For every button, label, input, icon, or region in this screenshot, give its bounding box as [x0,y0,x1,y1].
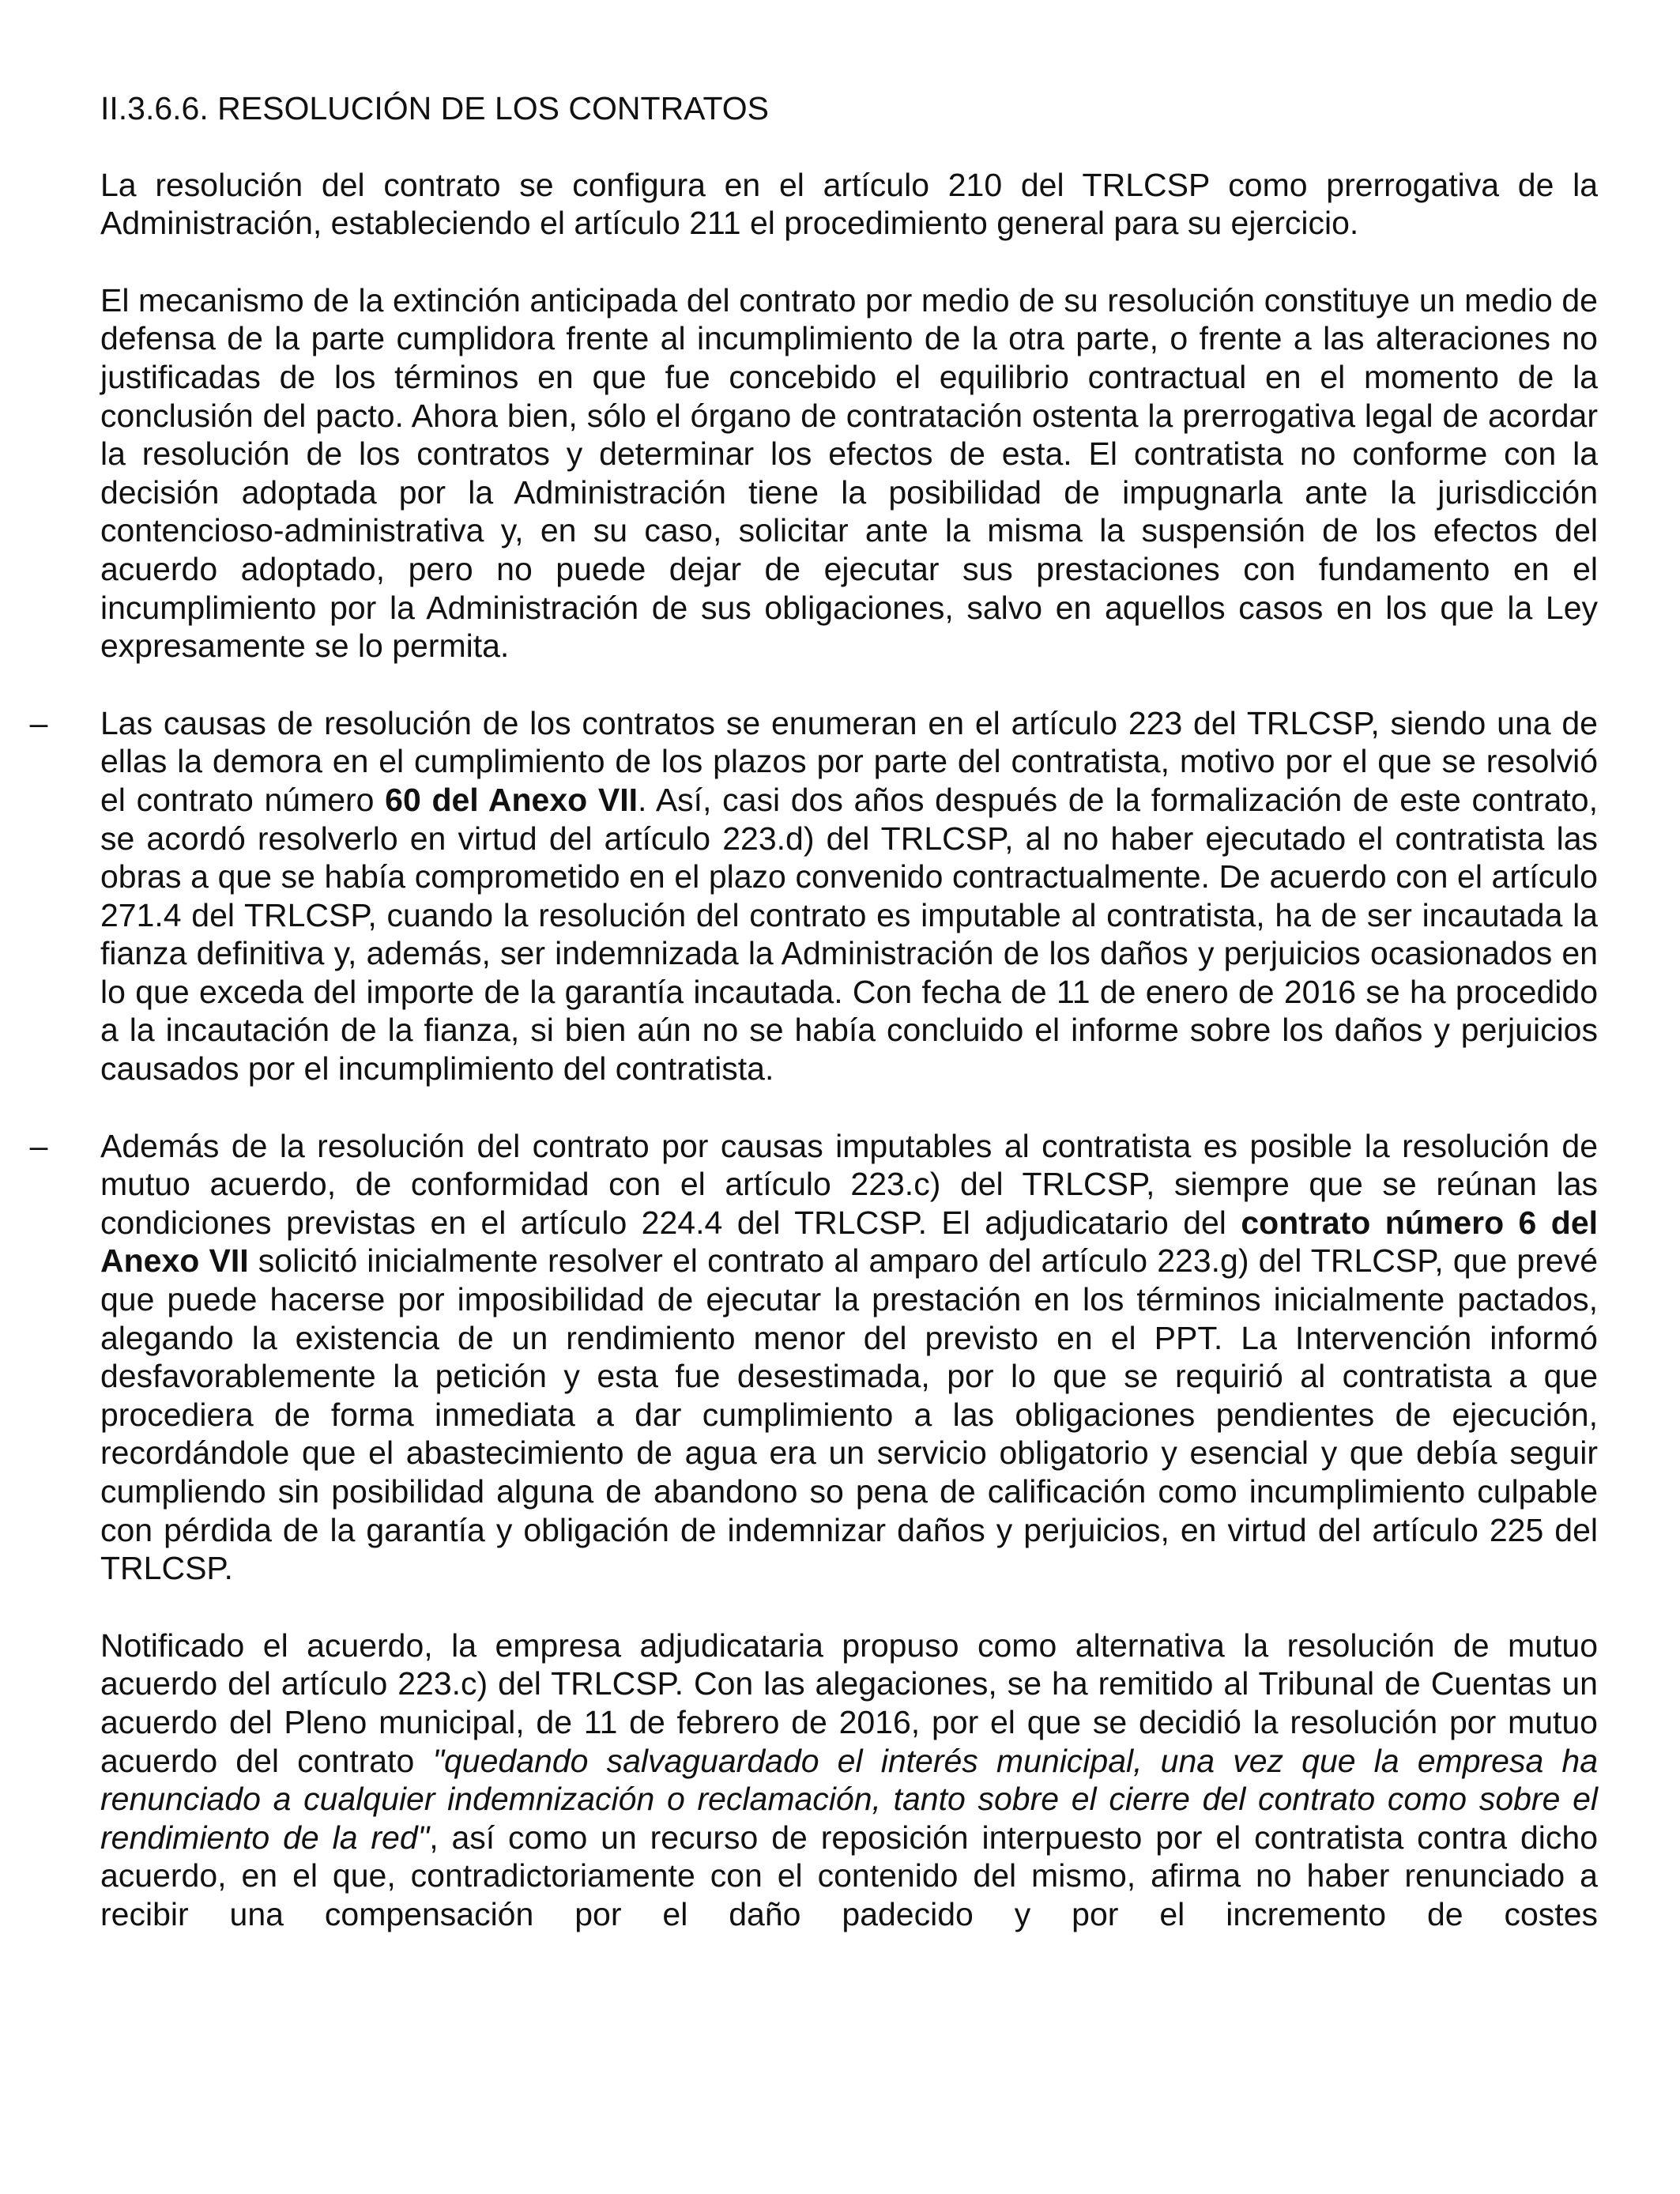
document-page [29,89,1599,1973]
paragraph-3-part-1: Notificado el acuerdo, la empresa adjudicataria propuso como alternativa la resolución de mutuo acuerdo del artículo 223.c) del TRLCSP. Con las alegaciones, se ha remitido al Tribunal de Cuentas un acuerdo del Pleno municipal, de 11 de febrero de 2016, por el que se decidió la resolución por mutuo acuerdo del contrato [100,1627,1598,1779]
bullet-2-text [100,1128,1598,1587]
bullet-item-1 [29,704,1598,1088]
bullet-1-part-1: Las causas de resolución de los contratos se enumeran en el artículo 223 del TRLCSP, siendo una de ellas la demora en el cumplimiento de los plazos por parte del contratista, motivo por el que se resolvió el contrato número [100,704,1598,818]
paragraph-3 [100,1627,1598,1934]
bullet-1-part-2: . Así, casi dos años después de la formalización de este contrato, se acordó resolverlo en virtud del artículo 223.d) del TRLCSP, al no haber ejecutado el contratista las obras a que se había comprometido en el plazo convenido contractualmente. De acuerdo con el artículo 271.4 del TRLCSP, cuando la resolución del contrato es imputable al contratista, ha de ser incautada la fianza definitiva y, además, ser indemnizada la Administración de los daños y perjuicios ocasionados en lo que exceda del importe de la garantía incautada. Con fecha de 11 de enero de 2016 se ha procedido a la incautación de la fianza, si bien aún no se había concluido el informe sobre los daños y perjuicios causados por el incumplimiento del contratista. [100,781,1598,1088]
paragraph-3-italic-quote: "quedando salvaguardado el interés municipal, una vez que la empresa ha renunciado a cualquier indemnización o reclamación, tanto sobre el cierre del contrato como sobre el rendimiento de la red" [100,1742,1598,1856]
bullet-1-bold-ref: 60 del Anexo VII [385,781,638,818]
bullet-item-2 [29,1127,1599,1588]
bullet-2-bold-ref: contrato número 6 del Anexo VII [100,1204,1599,1280]
dash-bullet-icon: – [29,704,48,741]
paragraph-2: El mecanismo de la extinción anticipada del contrato por medio de su resolución constituye un medio de defensa de la parte cumplidora frente al incumplimiento de la otra parte, o frente a las alteraciones no justificadas de los términos en que fue concebido el equilibrio contractual en el momento de la conclusión del pacto. Ahora bien, sólo el órgano de contratación ostenta la prerrogativa legal de acordar la resolución de los contratos y determinar los efectos de esta. El contratista no conforme con la decisión adoptada por la Administración tiene la posibilidad de impugnarla ante la jurisdicción contencioso-administrativa y, en su caso, solicitar ante la misma la suspensión de los efectos del acuerdo adoptado, pero no puede dejar de ejecutar sus prestaciones con fundamento en el incumplimiento por la Administración de sus obligaciones, salvo en aquellos casos en los que la Ley expresamente se lo permita. [100,281,1598,665]
bullet-2-part-2: solicitó inicialmente resolver el contrato al amparo del artículo 223.g) del TRLCSP, que prevé que puede hacerse por imposibilidad de ejecutar la prestación en los términos inicialmente pactados, alegando la existencia de un rendimiento menor del previsto en el PPT. La Intervención informó desfavorablemente la petición y esta fue desestimada, por lo que se requirió al contratista a que procediera de forma inmediata a dar cumplimiento a las obligaciones pendientes de ejecución, recordándole que el abastecimiento de agua era un servicio obligatorio y esencial y que debía seguir cumpliendo sin posibilidad alguna de abandono so pena de calificación como incumplimiento culpable con pérdida de la garantía y obligación de indemnizar daños y perjuicios, en virtud del artículo 225 del TRLCSP. [100,1242,1598,1587]
section-heading: II.3.6.6. RESOLUCIÓN DE LOS CONTRATOS [100,90,770,126]
bullet-1-text [100,705,1598,1087]
bullet-2-part-1: Además de la resolución del contrato por causas imputables al contratista es posible la resolución de mutuo acuerdo, de conformidad con el artículo 223.c) del TRLCSP, siempre que se reúnan las condiciones previstas en el artículo 224.4 del TRLCSP. El adjudicatario del [100,1127,1598,1241]
paragraph-1: La resolución del contrato se configura en el artículo 210 del TRLCSP como prerrogativa de la Administración, estableciendo el artículo 211 el procedimiento general para su ejercicio. [100,166,1598,242]
dash-bullet-icon: – [29,1127,48,1164]
paragraph-3-part-2: , así como un recurso de reposición interpuesto por el contratista contra dicho acuerdo, en el que, contradictoriamente con el contenido del mismo, afirma no haber renunciado a recibir una compensación por el daño padecido y por el incremento de costes [100,1819,1598,1932]
